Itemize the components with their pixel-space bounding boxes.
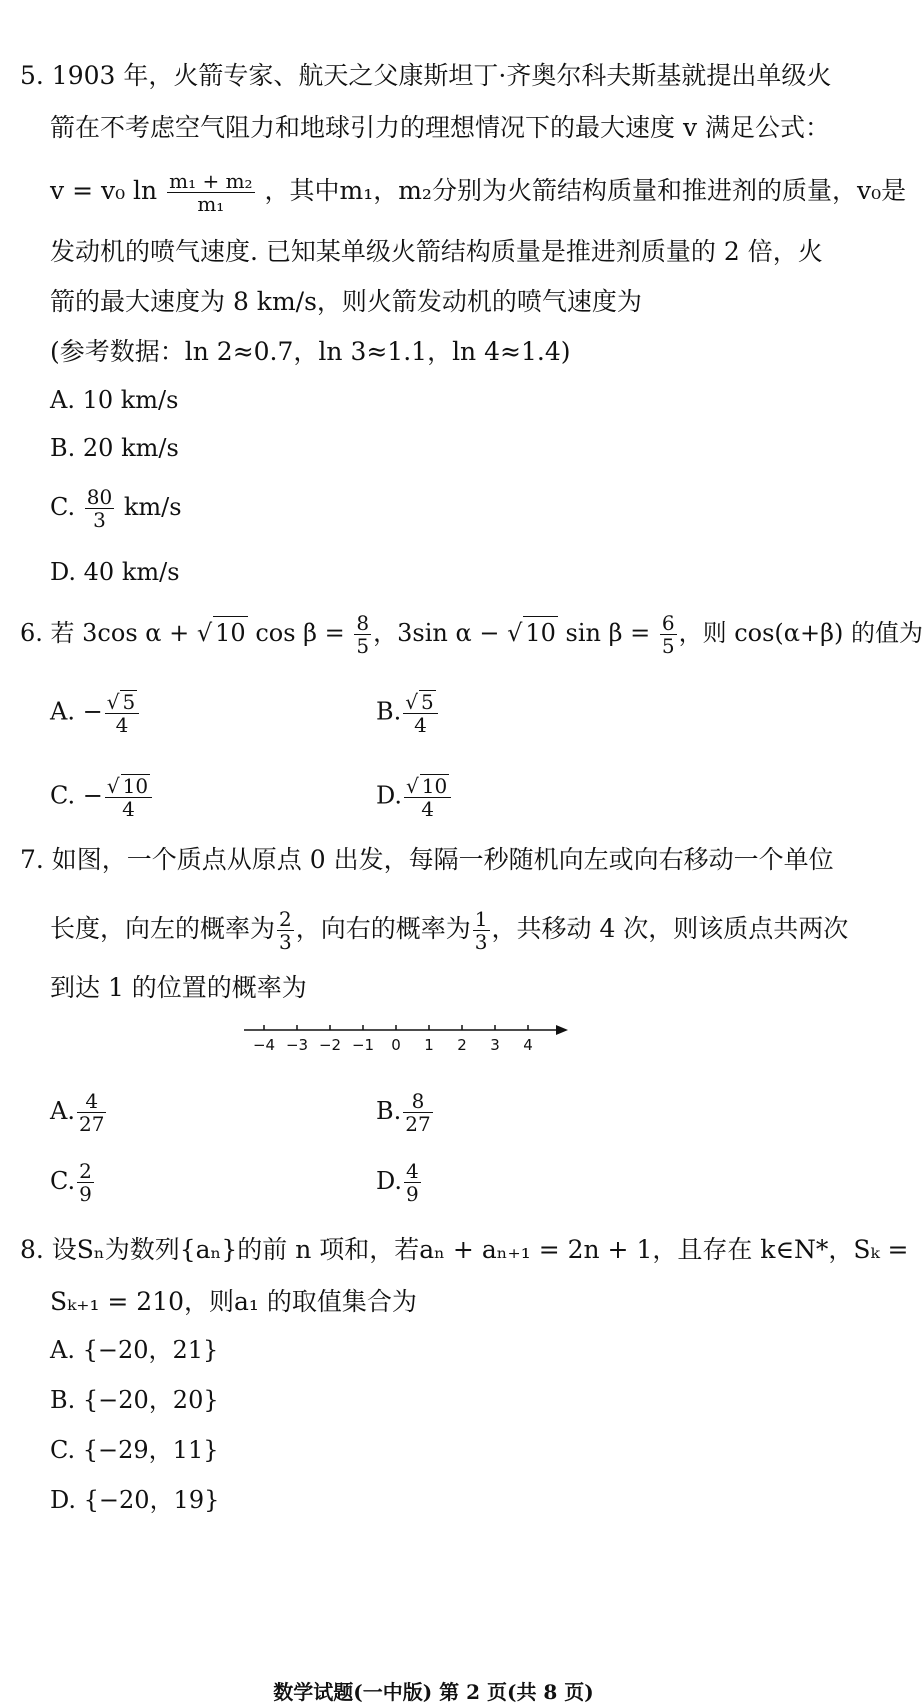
q5-option-c-label: C. — [50, 493, 76, 521]
q8-option-c: C. {−29，11} — [50, 1436, 219, 1464]
q7-option-b-label: B. — [376, 1097, 402, 1125]
number-line-tick-label: 3 — [490, 1036, 500, 1054]
q7-p-right-fraction — [473, 908, 490, 953]
q5-option-c-unit: km/s — [123, 493, 182, 521]
q6-mid3: sin β = — [557, 619, 658, 647]
q7-option-d-label: D. — [376, 1167, 403, 1195]
q6-option-d — [376, 774, 453, 820]
q5-reference: (参考数据：ln 2≈0.7，ln 3≈1.1，ln 4≈1.4) — [50, 337, 571, 366]
q7-line1: 7. 如图，一个质点从原点 0 出发，每隔一秒随机向左或向右移动一个单位 — [20, 845, 834, 874]
number-line-tick-label: −4 — [252, 1036, 276, 1054]
q6-sqrt10-b-radicand: 10 — [523, 616, 558, 649]
q8-option-d: D. {−20，19} — [50, 1486, 220, 1514]
q7-option-a-num: 4 — [77, 1090, 106, 1113]
page-footer: 数学试题(一中版) 第 2 页(共 8 页) — [273, 1680, 594, 1704]
q6-suffix: ，则 cos(α+β) 的值为 — [678, 619, 923, 647]
q7-option-d-num: 4 — [406, 1159, 419, 1183]
q5-option-a: A. 10 km/s — [50, 386, 179, 414]
q7-line2-b: ，向右的概率为 — [295, 914, 471, 943]
q8-line1: 8. 设Sₙ为数列{aₙ}的前 n 项和，若aₙ + aₙ₊₁ = 2n + 1，且存在 k∈N*，Sₖ = — [20, 1235, 909, 1264]
q5-option-b: B. 20 km/s — [50, 434, 179, 462]
q6-option-d-num: √ 10 — [404, 774, 451, 798]
q7-option-c — [50, 1160, 96, 1205]
q5-formula-v: v = v₀ ln — [50, 176, 158, 205]
q5-option-c-num: 80 — [86, 485, 113, 509]
number-line-tick-label: 0 — [391, 1036, 401, 1054]
q6-mid1: cos β = — [247, 619, 353, 647]
q8-option-a: A. {−20，21} — [50, 1336, 219, 1364]
q6-option-b — [376, 690, 440, 736]
q7-option-d — [376, 1160, 423, 1205]
q7-option-b — [376, 1090, 435, 1135]
q6-option-b-label: B. — [376, 697, 402, 726]
q5-formula-den: m₁ — [197, 192, 225, 216]
q7-option-a — [50, 1090, 108, 1135]
q6-option-c-fraction — [105, 774, 152, 820]
q6-option-b-num: √ 5 — [403, 690, 437, 714]
q6-fraction-1 — [354, 612, 371, 657]
number-line-figure — [240, 1016, 580, 1060]
q5-line1: 5. 1903 年，火箭专家、航天之父康斯坦丁·齐奥尔科夫斯基就提出单级火 — [20, 61, 832, 90]
q7-p-left-den: 3 — [279, 930, 292, 954]
q5-line5: 箭的最大速度为 8 km/s，则火箭发动机的喷气速度为 — [50, 287, 642, 316]
q6-option-d-fraction — [404, 774, 451, 820]
q5-formula-fraction — [167, 170, 254, 215]
q8-option-b: B. {−20，20} — [50, 1386, 219, 1414]
number-line-tick-label: −3 — [285, 1036, 309, 1054]
q6-fraction-2 — [660, 612, 677, 657]
q7-option-c-label: C. — [50, 1167, 76, 1195]
q7-p-left-fraction — [277, 908, 294, 953]
q5-line2: 箭在不考虑空气阻力和地球引力的理想情况下的最大速度 v 满足公式： — [50, 113, 831, 142]
q7-option-a-label: A. — [50, 1097, 75, 1125]
q6-option-a-num: √ 5 — [105, 690, 139, 714]
q5-option-d: D. 40 km/s — [50, 558, 180, 586]
q5-option-c-den: 3 — [93, 508, 106, 532]
q7-option-d-den: 9 — [406, 1182, 419, 1206]
q6-option-a-den: 4 — [115, 713, 129, 737]
q6-option-c-radicand: 10 — [122, 774, 149, 798]
q7-option-b-den: 27 — [405, 1112, 431, 1136]
number-line-tick-label: 1 — [424, 1036, 434, 1054]
q5-line4: 发动机的喷气速度. 已知某单级火箭结构质量是推进剂质量的 2 倍，火 — [50, 237, 823, 266]
q7-line2 — [50, 908, 848, 953]
q7-option-d-fraction — [404, 1160, 421, 1205]
q6-option-a — [50, 690, 141, 736]
q6-sqrt10-b: √ 10 — [507, 619, 558, 647]
q6-f1-num: 8 — [356, 611, 370, 635]
q7-line3: 到达 1 的位置的概率为 — [50, 973, 307, 1002]
q6-option-a-radicand: 5 — [122, 690, 136, 714]
q7-p-right-den: 3 — [474, 930, 488, 954]
q7-option-c-num: 2 — [79, 1159, 92, 1183]
q6-option-d-label: D. — [376, 781, 403, 810]
q7-option-c-den: 9 — [79, 1182, 92, 1206]
q5-option-c — [50, 486, 182, 531]
q6-option-b-radicand: 5 — [421, 690, 434, 714]
q6-option-a-fraction — [105, 690, 139, 736]
q7-option-a-den: 27 — [78, 1112, 105, 1136]
q6-option-b-fraction — [403, 690, 437, 736]
number-line-tick-label: 4 — [523, 1036, 533, 1054]
q5-formula-rest: ，其中m₁，m₂分别为火箭结构质量和推进剂的质量，v₀是 — [264, 176, 907, 205]
q7-option-a-fraction — [77, 1090, 106, 1135]
q6-option-d-radicand: 10 — [421, 774, 448, 798]
number-line-tick-label: −2 — [318, 1036, 342, 1054]
number-line-arrow — [556, 1025, 568, 1035]
q5-formula-line — [50, 170, 906, 215]
q6-prefix: 6. 若 3cos α + — [20, 619, 197, 647]
q6-option-c-label: C. − — [50, 781, 103, 810]
q7-option-b-fraction — [403, 1090, 432, 1135]
q7-p-right-num: 1 — [474, 907, 488, 931]
q6-f2-num: 6 — [661, 611, 675, 635]
q7-option-c-fraction — [77, 1160, 94, 1205]
q6-option-d-den: 4 — [421, 797, 434, 821]
q7-line2-c: ，共移动 4 次，则该质点共两次 — [491, 914, 849, 943]
number-line-tick-label: −1 — [351, 1036, 375, 1054]
q8-line2: Sₖ₊₁ = 210，则a₁ 的取值集合为 — [50, 1287, 417, 1316]
q6-f1-den: 5 — [356, 634, 370, 658]
q6-option-c-num: √ 10 — [105, 774, 152, 798]
q5-option-c-fraction — [85, 486, 114, 531]
q6-f2-den: 5 — [661, 634, 675, 658]
q7-option-b-num: 8 — [403, 1090, 432, 1113]
q6-sqrt10-a-radicand: 10 — [213, 616, 248, 649]
q6-option-b-den: 4 — [414, 713, 427, 737]
q6-option-a-label: A. − — [50, 697, 103, 726]
q6-sqrt10-a: √ 10 — [197, 619, 248, 647]
q6-option-c-den: 4 — [122, 797, 135, 821]
q5-formula-num: m₁ + m₂ — [169, 169, 253, 193]
q7-p-left-num: 2 — [279, 907, 292, 931]
q7-line2-a: 长度，向左的概率为 — [50, 914, 276, 943]
q6-mid2: ，3sin α − — [373, 619, 508, 647]
q6-stem — [20, 612, 923, 657]
number-line-tick-label: 2 — [457, 1036, 467, 1054]
q6-option-c — [50, 774, 154, 820]
